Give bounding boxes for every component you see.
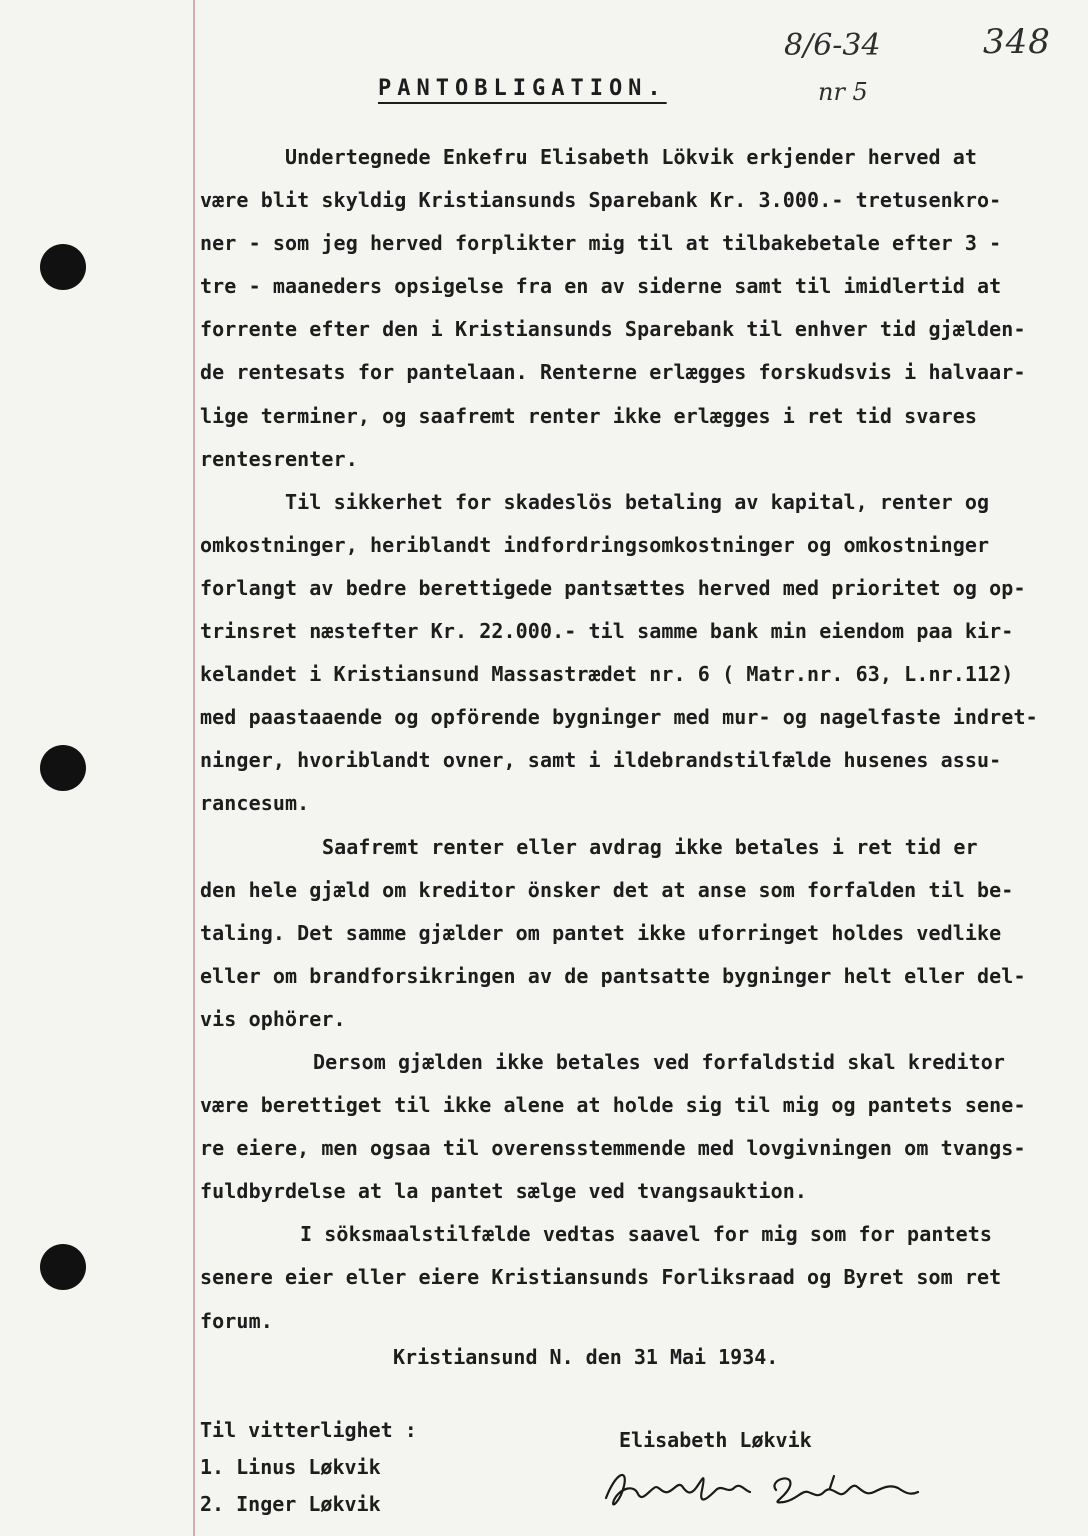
text-line: vis ophörer. (200, 1006, 346, 1031)
text-line: forum. (200, 1308, 273, 1333)
text-line: være berettiget til ikke alene at holde sig til mig og pantets sene- (200, 1093, 1026, 1118)
text-line: trinsret næstefter Kr. 22.000.- til samme bank min eiendom paa kir- (200, 619, 1014, 644)
text-line: fuldbyrdelse at la pantet sælge ved tvangsauktion. (200, 1179, 808, 1204)
text-line: ninger, hvoriblandt ovner, samt i ildebrandstilfælde husenes assu- (200, 748, 1002, 773)
text-line: de rentesats for pantelaan. Renterne erlægges forskudsvis i halvaar- (200, 360, 1026, 385)
text-line: rentesrenter. (200, 446, 358, 471)
text-line: rancesum. (200, 791, 310, 816)
handwritten-date: 8/6-34 (784, 28, 881, 63)
text-line: tre - maaneders opsigelse fra en av siderne samt til imidlertid at (200, 274, 1002, 299)
witness-heading: Til vitterlighet : (200, 1418, 417, 1442)
handwritten-number-note: nr 5 (818, 78, 868, 106)
place-and-date: Kristiansund N. den 31 Mai 1934. (393, 1345, 779, 1369)
text-line: re eiere, men ogsaa til overensstemmende med lovgivningen om tvangs- (200, 1136, 1026, 1161)
witness-block (200, 1412, 417, 1523)
text-line: med paastaaende og opförende bygninger med mur- og nagelfaste indret- (200, 705, 1038, 730)
text-line: Undertegnede Enkefru Elisabeth Lökvik erkjender herved at (285, 145, 978, 169)
text-line: forrente efter den i Kristiansunds Sparebank til enhver tid gjælden- (200, 317, 1026, 342)
punch-hole (40, 244, 86, 290)
margin-rule (193, 0, 195, 1536)
document-body (200, 136, 1056, 1343)
text-line: være blit skyldig Kristiansunds Sparebank Kr. 3.000.- tretusenkro- (200, 188, 1002, 213)
page-number: 348 (983, 22, 1051, 62)
text-line: Til sikkerhet for skadeslös betaling av kapital, renter og (285, 489, 990, 514)
document-title: PANTOBLIGATION. (378, 76, 667, 101)
text-line: eller om brandforsikringen av de pantsatte bygninger helt eller del- (200, 963, 1026, 988)
text-line: Dersom gjælden ikke betales ved forfaldstid skal kreditor (313, 1049, 1006, 1074)
text-line: forlangt av bedre berettigede pantsættes herved med prioritet og op- (200, 575, 1026, 600)
punch-hole (40, 745, 86, 791)
witness-item: 2. Inger Løkvik (200, 1492, 381, 1516)
text-line: lige terminer, og saafremt renter ikke erlægges i ret tid svares (200, 403, 978, 428)
text-line: Saafremt renter eller avdrag ikke betales i ret tid er (322, 834, 978, 859)
text-line: taling. Det samme gjælder om pantet ikke uforringet holdes vedlike (200, 920, 1002, 945)
text-line: senere eier eller eiere Kristiansunds Forliksraad og Byret som ret (200, 1265, 1002, 1290)
handwritten-signature (598, 1462, 928, 1522)
signer-name: Elisabeth Løkvik (619, 1428, 812, 1452)
witness-item: 1. Linus Løkvik (200, 1455, 381, 1479)
text-line: omkostninger, heriblandt indfordringsomkostninger og omkostninger (200, 532, 990, 557)
punch-hole (40, 1244, 86, 1290)
text-line: kelandet i Kristiansund Massastrædet nr. 6 ( Matr.nr. 63, L.nr.112) (200, 662, 1014, 687)
text-line: den hele gjæld om kreditor önsker det at anse som forfalden til be- (200, 877, 1014, 902)
text-line: I söksmaalstilfælde vedtas saavel for mig som for pantets (300, 1222, 993, 1247)
text-line: ner - som jeg herved forplikter mig til at tilbakebetale efter 3 - (200, 231, 1002, 256)
